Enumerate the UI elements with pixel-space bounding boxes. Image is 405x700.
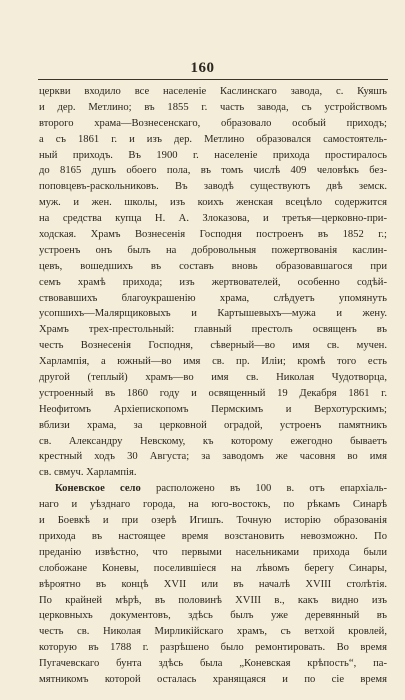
paragraph-konevskoe xyxy=(39,481,387,688)
place-name-konevskoe: Коневское село xyxy=(55,483,141,495)
header-rule xyxy=(38,79,388,80)
paragraph-line: до 8165 душъ обоего пола, въ томъ числѣ 409 человѣкъ без- xyxy=(39,165,387,177)
paragraph-line: Харлампія, а южный—во имя св. пр. Иліи; кромѣ того есть xyxy=(39,356,387,368)
paragraph-line: ствовавшихъ благоукрашенію храма, слѣдуетъ упомянуть xyxy=(39,292,387,304)
paragraph-line: ходская. Храмъ Вознесенія Господня построенъ въ 1852 г.; xyxy=(39,229,387,241)
paragraph-line: По крайней мѣрѣ, въ половинѣ XVIII в., какъ видно изъ xyxy=(39,594,387,606)
paragraph-line: муж. и жен. школы, изъ коихъ женская всецѣло содержится xyxy=(39,197,387,209)
page-body xyxy=(39,84,387,688)
paragraph-line: и Боевкѣ и при озерѣ Игишъ. Точную исторію образованія xyxy=(39,515,387,527)
paragraph-line: вѣроятно въ концѣ XVII или въ началѣ XVIII столѣтія. xyxy=(39,578,387,590)
paragraph-line: второго храма—Вознесенскаго, образовало особый приходъ; xyxy=(39,117,387,129)
paragraph-line: вблизи храма, за церковной оградой, устроенъ памятникъ xyxy=(39,419,387,431)
paragraph-line: устроенъ онъ былъ на добровольныя пожертвованія каслин- xyxy=(39,244,387,256)
paragraph-line: Неофитомъ Архіепископомъ Пермскимъ и Верхотурскимъ; xyxy=(39,403,387,415)
paragraph-line: другой (теплый) храмъ—во имя св. Николая Чудотворца, xyxy=(39,372,387,384)
paragraph-line: а съ 1861 г. и изъ дер. Метлино образовался самостоятель- xyxy=(39,133,387,145)
paragraph-line: усопшихъ—Малярщиковыхъ и Картышевыхъ—мужа и жену. xyxy=(39,308,387,320)
paragraph-line: ный приходъ. Въ 1900 г. населеніе прихода простиралось xyxy=(39,149,387,161)
paragraph-line: св. Александру Невскому, къ которому ежегодно бываетъ xyxy=(39,435,387,447)
paragraph-line: слобожане Коневы, поселившіеся на лѣвомъ берегу Синары, xyxy=(39,562,387,574)
paragraph-line: прихода въ настоящее время возстановить невозможно. По xyxy=(39,530,387,542)
paragraph-line: Пугачевскаго бунта здѣсь была „Коневская крѣпость“, па- xyxy=(39,658,387,670)
paragraph-line: мятникомъ которой осталась хранящаяся и по сіе время xyxy=(39,673,387,685)
paragraph-line: которую въ 1788 г. разрѣшено было ремонтировать. Во время xyxy=(39,642,387,654)
paragraph-line: честь Вознесенія Господня, сѣверный—во имя св. мучен. xyxy=(39,340,387,352)
paragraph-line: и дер. Метлино; въ 1855 г. часть завода, съ устройствомъ xyxy=(39,101,387,113)
page-number: 160 xyxy=(190,60,215,76)
paragraph-line: на средства купца Н. А. Злоказова, и третья—церковно-при- xyxy=(39,213,387,225)
paragraph-line: церкви входило все населеніе Каслинскаго завода, с. Куяшъ xyxy=(39,86,387,97)
paragraph-line xyxy=(39,481,387,497)
paragraph-line: устроенный въ 1860 году и освященный 19 Декабря 1861 г. xyxy=(39,387,387,399)
paragraph-line: честь св. Николая Мирликійскаго храмъ, съ ветхой кровлей, xyxy=(39,626,387,638)
paragraph-line: преданію извѣстно, что первыми насельниками прихода были xyxy=(39,546,387,558)
paragraph-line-rest: расположено въ 100 в. отъ епархіаль- xyxy=(140,483,387,495)
paragraph-line: наго и уѣзднаго города, на юго-востокъ, по рѣкамъ Синарѣ xyxy=(39,499,387,511)
paragraph-line: Храмъ трех-престольный: главный престолъ освященъ въ xyxy=(39,324,387,336)
paragraph-line: св. свмуч. Харлампія. xyxy=(39,467,137,479)
paragraph-line: церковныхъ документовъ, здѣсь былъ уже деревянный въ xyxy=(39,610,387,622)
paragraph-line: цевъ, вошедшихъ въ составъ вновь образовавшагося при xyxy=(39,260,387,272)
paragraph-line: семъ храмѣ прихода; изъ жертвователей, особенно содѣй- xyxy=(39,276,387,288)
paragraph-line: поповцевъ-раскольниковъ. Въ заводѣ существуютъ двѣ земск. xyxy=(39,181,387,193)
paragraph-line: крестный ходъ 30 Августа; за заводомъ же часовня во имя xyxy=(39,451,387,463)
paragraph-kaslinsky xyxy=(39,84,387,481)
